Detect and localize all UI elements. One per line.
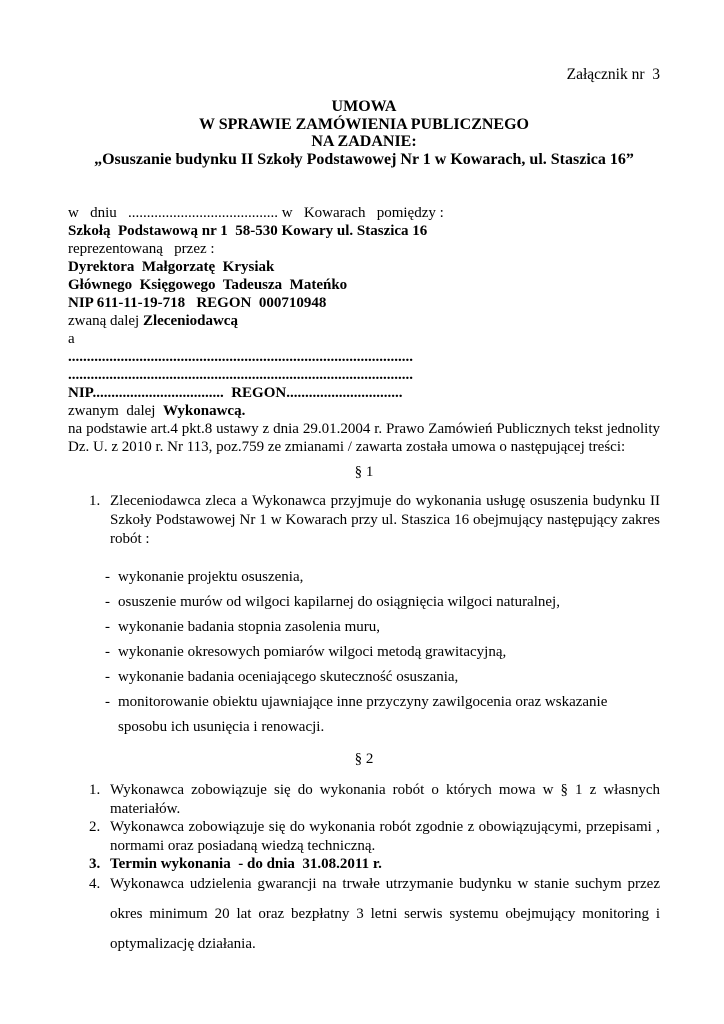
section-2-items xyxy=(68,781,660,959)
dash-mark: - xyxy=(105,569,110,585)
item-number: 1. xyxy=(89,493,101,509)
dash-mark: - xyxy=(105,594,110,610)
section-2-item-4-warranty xyxy=(68,869,660,959)
dash-mark: - xyxy=(105,644,110,660)
document-title-block xyxy=(68,98,660,168)
dash-mark: - xyxy=(105,619,110,635)
contractor-alias-line xyxy=(68,402,660,420)
scope-item-text: monitorowanie obiektu ujawniające inne przyczyny zawilgocenia oraz wskazanie sposobu ich usunięcia i renowacji. xyxy=(118,694,608,735)
item-number: 2. xyxy=(89,819,101,835)
title-line-public-procurement: W SPRAWIE ZAMÓWIENIA PUBLICZNEGO xyxy=(199,115,529,133)
parties-section xyxy=(68,204,660,456)
dash-mark: - xyxy=(105,669,110,685)
client-nip-regon-line: NIP 611-11-19-718 REGON 000710948 xyxy=(68,295,327,311)
director-line: Dyrektora Małgorzatę Krysiak xyxy=(68,259,275,275)
item-text: Termin wykonania - do dnia 31.08.2011 r. xyxy=(110,856,382,872)
scope-item-4 xyxy=(68,640,660,665)
scope-item-1 xyxy=(68,565,660,590)
section-2-heading: § 2 xyxy=(354,751,374,767)
contractor-alias-prefix: zwanym dalej xyxy=(68,403,163,419)
item-text: Wykonawca zobowiązuje się do wykonania robót o których mowa w § 1 z własnych materiałów. xyxy=(110,782,660,817)
scope-item-2 xyxy=(68,590,660,615)
scope-item-text: wykonanie badania oceniającego skuteczność osuszania, xyxy=(118,669,459,685)
contractor-blank-line-2: ............................................................................................ xyxy=(68,367,413,383)
client-alias: Zleceniodawcą xyxy=(142,313,238,329)
contractor-alias: Wykonawcą. xyxy=(162,403,246,419)
section-2-item-2 xyxy=(68,818,660,855)
item-text: Wykonawca zobowiązuje się do wykonania robót zgodnie z obowiązującymi, przepisami , normami oraz posiadaną wiedzą techniczną. xyxy=(110,819,660,854)
scope-item-text: wykonanie okresowych pomiarów wilgoci metodą grawitacyjną, xyxy=(118,644,507,660)
attachment-label: Załącznik nr 3 xyxy=(566,66,660,83)
school-name-line: Szkołą Podstawową nr 1 58-530 Kowary ul. Staszica 16 xyxy=(68,223,428,239)
scope-item-5 xyxy=(68,665,660,690)
title-line-umowa: UMOWA xyxy=(331,98,397,115)
title-line-task-name: „Osuszanie budynku II Szkoły Podstawowej Nr 1 w Kowarach, ul. Staszica 16” xyxy=(94,150,634,168)
section-2-item-1 xyxy=(68,781,660,818)
item-number: 3. xyxy=(89,856,101,872)
client-alias-line xyxy=(68,312,660,330)
item-number: 4. xyxy=(89,875,101,892)
contractor-nip-regon-blank-line: NIP................................... REGON............................... xyxy=(68,385,403,401)
connector-line: a xyxy=(68,331,75,347)
title-line-task: NA ZADANIE: xyxy=(311,133,417,150)
client-alias-prefix: zwaną dalej xyxy=(68,313,143,329)
item-text: Zleceniodawca zleca a Wykonawca przyjmuje do wykonania usługę osuszenia budynku II Szkoły Podstawowej Nr 1 w Kowarach przy ul. Staszica 16 obejmujący następujący zakres robót : xyxy=(110,493,660,547)
scope-of-works-list xyxy=(68,565,660,740)
scope-item-6 xyxy=(68,690,660,740)
scope-item-text: wykonanie badania stopnia zasolenia muru, xyxy=(118,619,381,635)
represented-by-line: reprezentowaną przez : xyxy=(68,241,215,257)
legal-basis-paragraph: na podstawie art.4 pkt.8 ustawy z dnia 29.01.2004 r. Prawo Zamówień Publicznych tekst jednolity Dz. U. z 2010 r. Nr 113, poz.759 ze zmianami / zawarta została umowa o następującej treści: xyxy=(68,421,660,455)
date-place-line: w dniu ........................................ w Kowarach pomiędzy : xyxy=(68,205,444,221)
scope-item-3 xyxy=(68,615,660,640)
item-number: 1. xyxy=(89,782,101,798)
item-text: Wykonawca udzielenia gwarancji na trwałe utrzymanie budynku w stanie suchym przez okres minimum 20 lat oraz bezpłatny 3 letni serwis systemu obejmujący monitoring i optymalizację działania. xyxy=(110,875,660,952)
section-1-item-1 xyxy=(68,492,660,549)
scope-item-text: osuszenie murów od wilgoci kapilarnej do osiągnięcia wilgoci naturalnej, xyxy=(118,594,560,610)
dash-mark: - xyxy=(105,694,110,710)
scope-item-text: wykonanie projektu osuszenia, xyxy=(118,569,304,585)
section-1-heading: § 1 xyxy=(354,464,374,480)
chief-accountant-line: Głównego Księgowego Tadeusza Mateńko xyxy=(68,277,348,293)
contractor-blank-line-1: ............................................................................................ xyxy=(68,349,413,365)
